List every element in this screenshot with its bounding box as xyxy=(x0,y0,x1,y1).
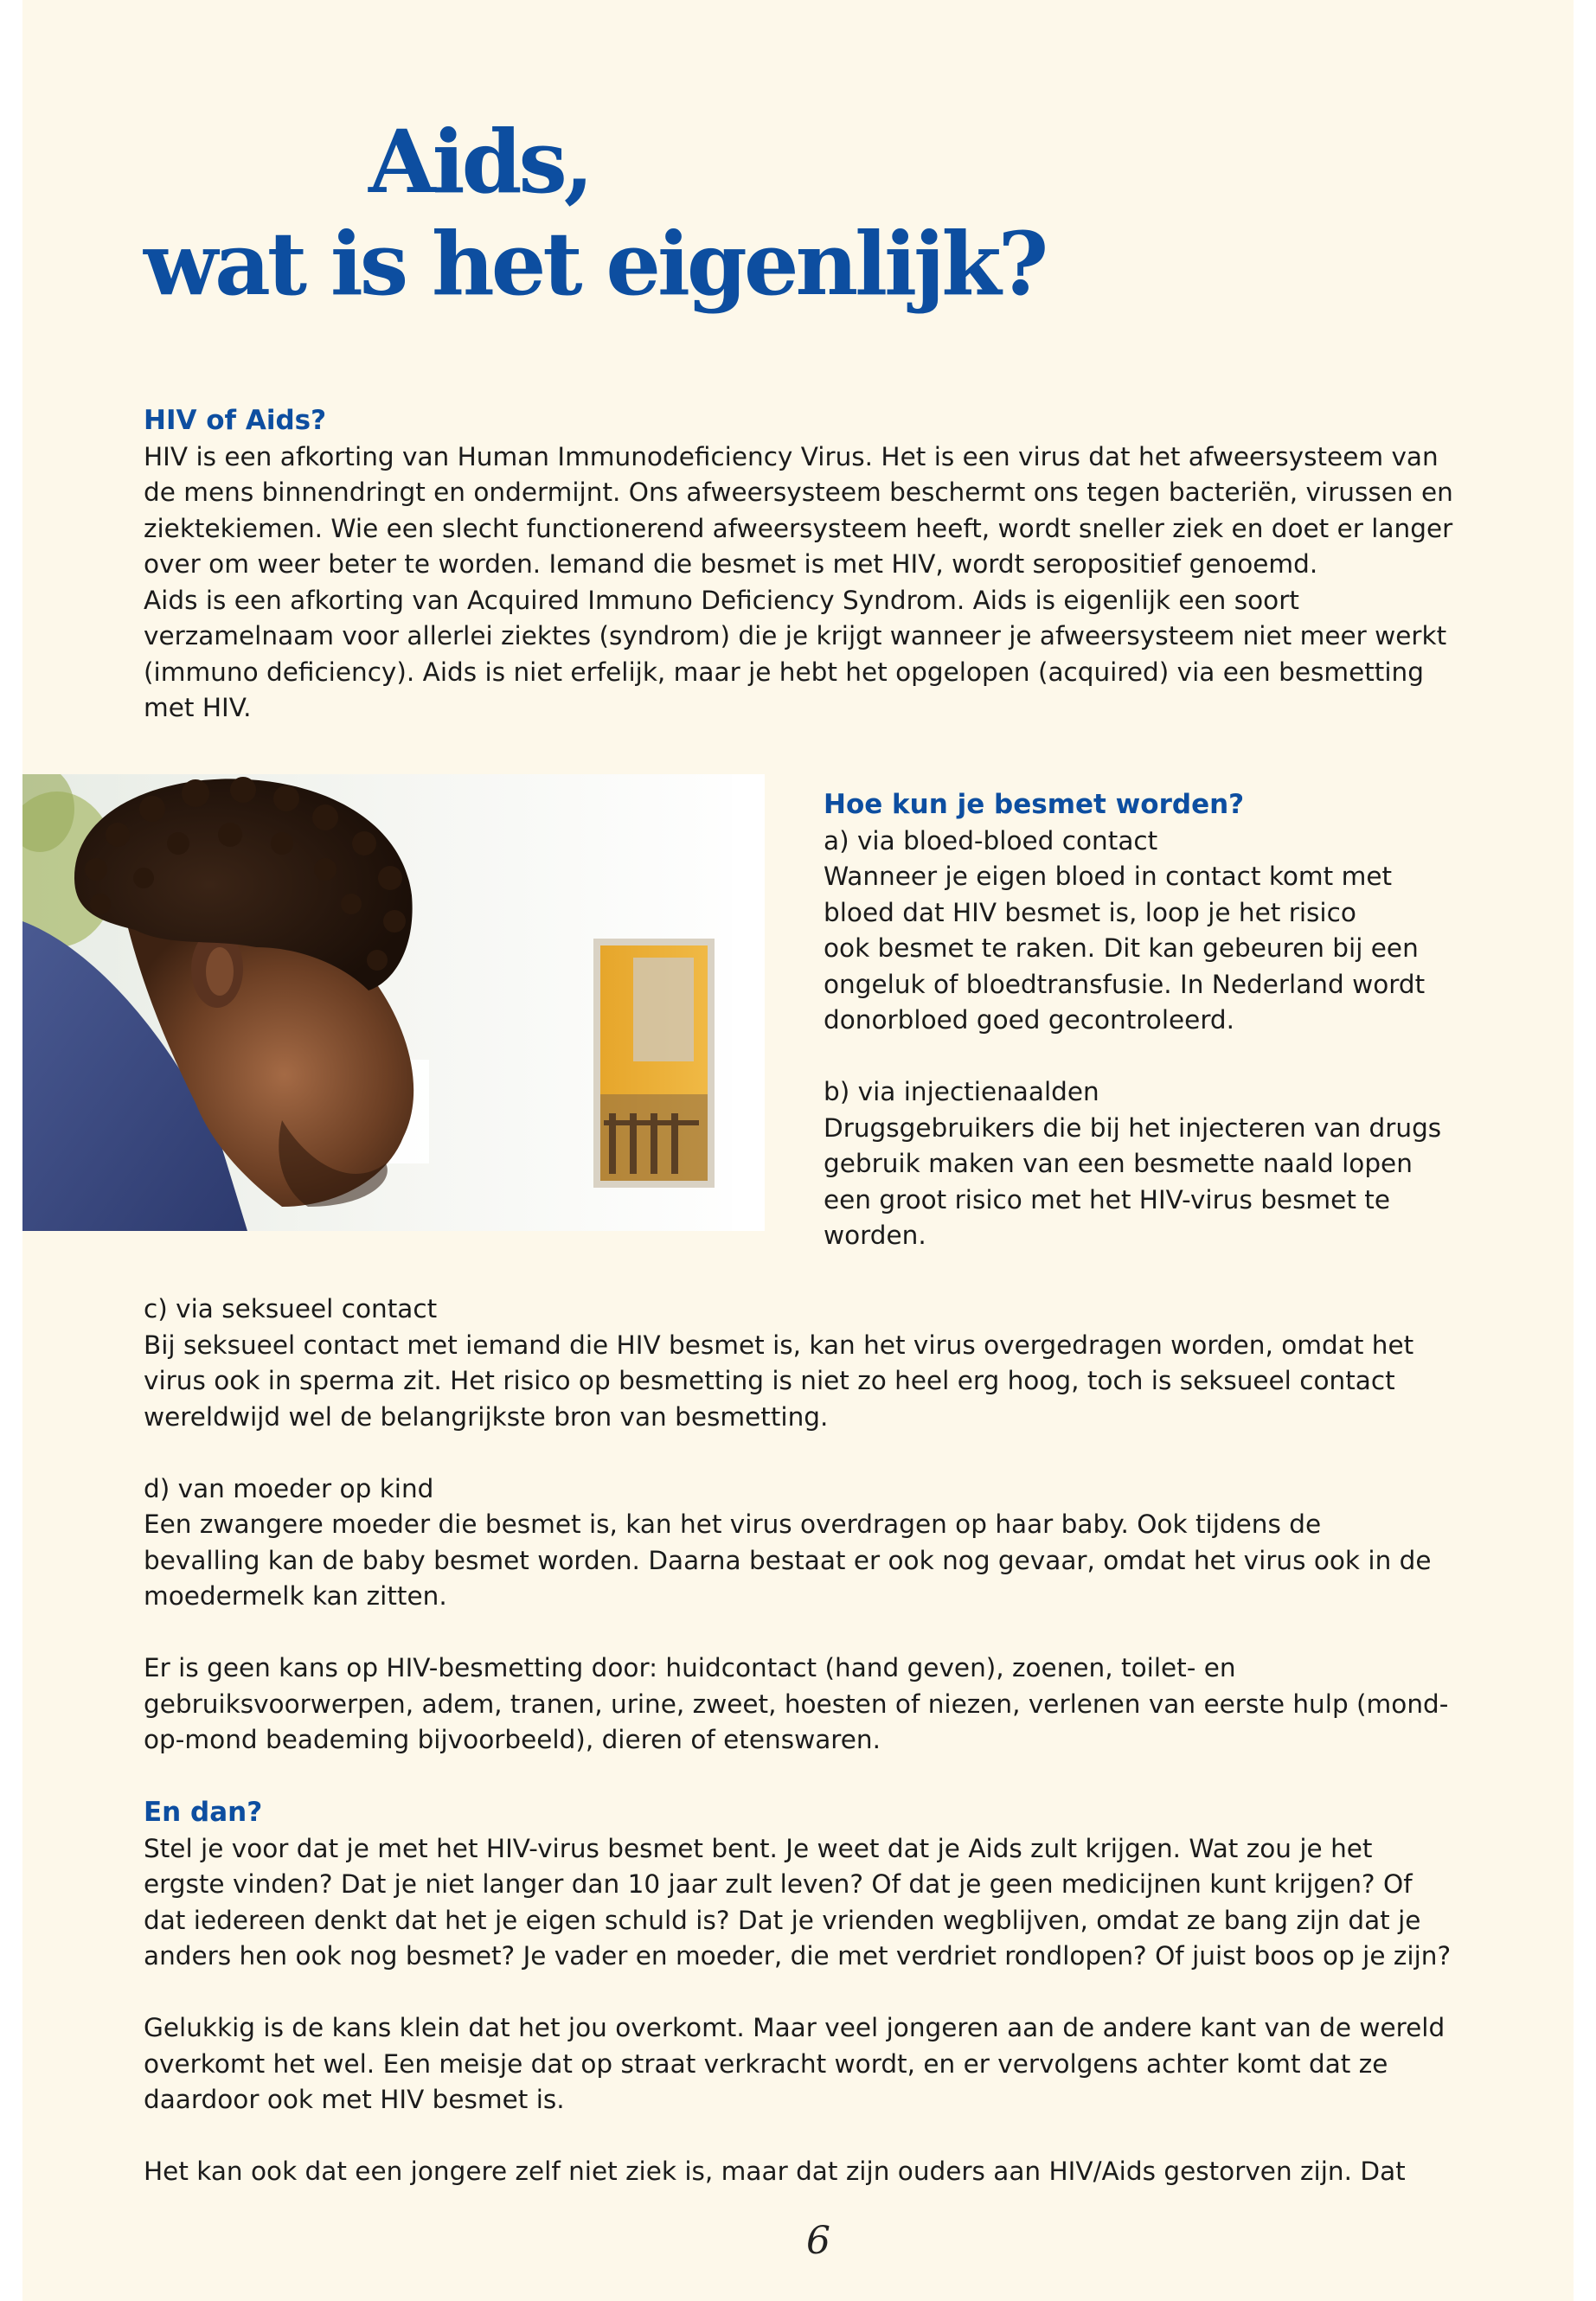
text-line: worden. xyxy=(824,1221,926,1250)
paragraph-injectienaalden xyxy=(824,1074,1441,1254)
text-line: c) via seksueel contact xyxy=(144,1294,438,1324)
text-line: wereldwijd wel de belangrijkste bron van besmetting. xyxy=(144,1401,829,1432)
paragraph-gelukkig xyxy=(144,2010,1451,2118)
text-line: b) via injectienaalden xyxy=(824,1077,1099,1106)
text-line: Bij seksueel contact met iemand die HIV besmet is, kan het virus overgedragen worden, omdat het xyxy=(144,1330,1414,1360)
text-line: (immuno deficiency). Aids is niet erfelijk, maar je hebt het opgelopen (acquired) via een besmetting xyxy=(144,657,1424,687)
text-line: een groot risico met het HIV-virus besmet te xyxy=(824,1184,1390,1215)
paragraph-geen-kans xyxy=(144,1650,1448,1759)
text-line: virus ook in sperma zit. Het risico op besmetting is niet zo heel erg hoog, toch is seksueel contact xyxy=(144,1366,1395,1395)
text-line: overkomt het wel. Een meisje dat op straat verkracht wordt, en er vervolgens achter komt dat ze xyxy=(144,2048,1388,2079)
photo-young-man xyxy=(22,774,765,1231)
text-line: daardoor ook met HIV besmet is. xyxy=(144,2085,565,2114)
paragraph-hiv xyxy=(144,439,1453,727)
paragraph-stel-je-voor xyxy=(144,1831,1451,1975)
text-line: Wanneer je eigen bloed in contact komt met xyxy=(824,862,1393,891)
title-line-1: Aids, xyxy=(369,111,591,213)
page xyxy=(22,0,1574,2301)
text-line: op-mond beademing bijvoorbeeld), dieren of etenswaren. xyxy=(144,1725,881,1754)
text-line: Drugsgebruikers die bij het injecteren van drugs xyxy=(824,1112,1442,1143)
text-line: Er is geen kans op HIV-besmetting door: huidcontact (hand geven), zoenen, toilet- en xyxy=(144,1653,1236,1682)
paragraph-bloed-contact xyxy=(824,824,1441,1039)
text-line: Aids is een afkorting van Acquired Immuno Deficiency Syndrom. Aids is eigenlijk een soort xyxy=(144,585,1299,615)
text-line: Gelukkig is de kans klein dat het jou overkomt. Maar veel jongeren aan de andere kant van de wereld xyxy=(144,2013,1445,2042)
text-line: gebruik maken van een besmette naald lopen xyxy=(824,1149,1413,1178)
text-line: dat iedereen denkt dat het je eigen schuld is? Dat je vrienden wegblijven, omdat ze bang zijn dat je xyxy=(144,1905,1421,1935)
text-line: HIV is een afkorting van Human Immunodeficiency Virus. Het is een virus dat het afweersysteem van xyxy=(144,441,1439,471)
section-besmet-vervolg xyxy=(144,1292,1448,1759)
text-line: Stel je voor dat je met het HIV-virus besmet bent. Je weet dat je Aids zult krijgen. Wat zou je het xyxy=(144,1833,1373,1863)
text-line: Het kan ook dat een jongere zelf niet ziek is, maar dat zijn ouders aan HIV/Aids gestorven zijn. Dat xyxy=(144,2157,1406,2186)
text-line: ergste vinden? Dat je niet langer dan 10 jaar zult leven? Of dat je geen medicijnen kunt krijgen? Of xyxy=(144,1869,1413,1899)
section-hoe-besmet xyxy=(824,787,1441,1254)
text-line: bevalling kan de baby besmet worden. Daarna bestaat er ook nog gevaar, omdat het virus ook in de xyxy=(144,1545,1432,1575)
paragraph-moeder-op-kind xyxy=(144,1471,1448,1615)
photo-illustration xyxy=(22,774,765,1231)
paragraph-ouders xyxy=(144,2154,1451,2190)
text-line: Een zwangere moeder die besmet is, kan het virus overdragen op haar baby. Ook tijdens de xyxy=(144,1509,1322,1539)
text-line: a) via bloed-bloed contact xyxy=(824,825,1158,856)
text-line: over om weer beter te worden. Iemand die besmet is met HIV, wordt seropositief genoemd. xyxy=(144,549,1318,579)
page-title xyxy=(144,111,1045,315)
section-heading: HIV of Aids? xyxy=(144,405,327,436)
text-line: moedermelk kan zitten. xyxy=(144,1581,447,1611)
section-en-dan xyxy=(144,1795,1451,2190)
text-line: ongeluk of bloedtransfusie. In Nederland wordt xyxy=(824,969,1426,999)
text-line: verzamelnaam voor allerlei ziektes (syndrom) die je krijgt wanneer je afweersysteem niet meer werkt xyxy=(144,621,1447,651)
title-line-2: wat is het eigenlijk? xyxy=(144,213,1046,315)
text-line: met HIV. xyxy=(144,693,252,722)
section-hiv-of-aids xyxy=(144,403,1453,727)
text-line: de mens binnendringt en ondermijnt. Ons afweersysteem beschermt ons tegen bacteriën, virussen en xyxy=(144,478,1453,507)
section-heading: En dan? xyxy=(144,1797,263,1828)
paragraph-seksueel-contact xyxy=(144,1292,1448,1435)
text-line: gebruiksvoorwerpen, adem, tranen, urine, zweet, hoesten of niezen, verlenen van eerste hulp (mond- xyxy=(144,1689,1449,1719)
text-line: donorbloed goed gecontroleerd. xyxy=(824,1005,1235,1035)
page-number: 6 xyxy=(806,2219,830,2263)
text-line: anders hen ook nog besmet? Je vader en moeder, die met verdriet rondlopen? Of juist boos op je zijn? xyxy=(144,1941,1452,1971)
text-line: bloed dat HIV besmet is, loop je het risico xyxy=(824,897,1356,927)
section-heading: Hoe kun je besmet worden? xyxy=(824,789,1245,820)
text-line: ook besmet te raken. Dit kan gebeuren bij een xyxy=(824,933,1419,963)
text-line: d) van moeder op kind xyxy=(144,1473,434,1503)
text-line: ziektekiemen. Wie een slecht functionerend afweersysteem heeft, wordt sneller ziek en doet er langer xyxy=(144,513,1453,543)
